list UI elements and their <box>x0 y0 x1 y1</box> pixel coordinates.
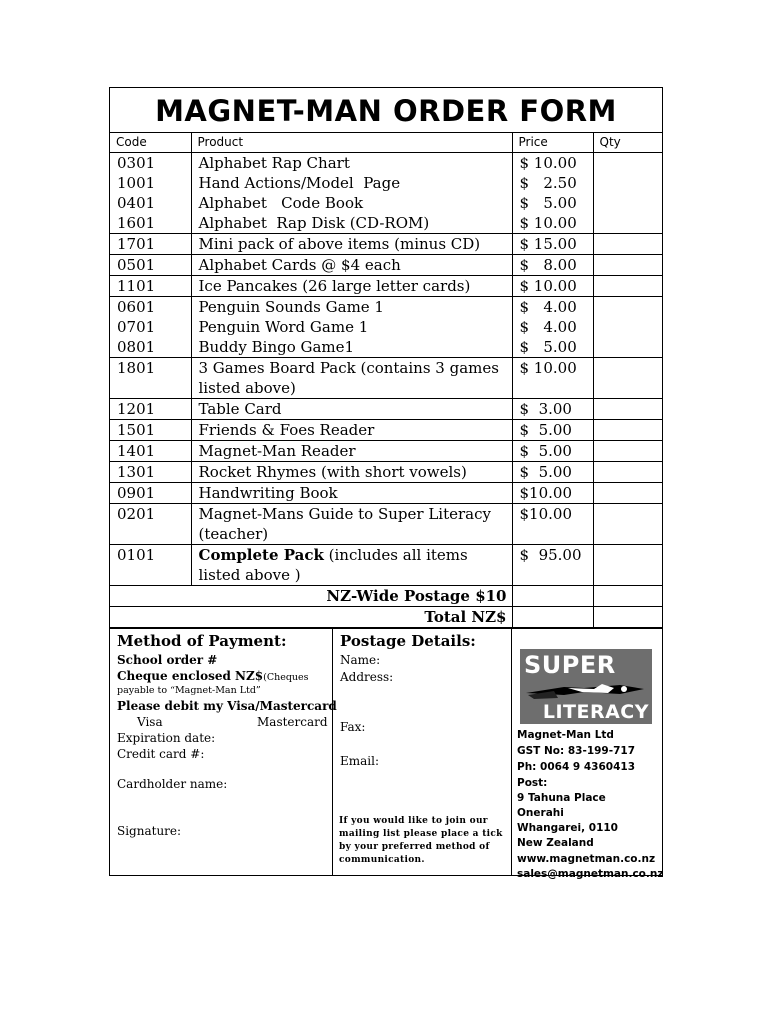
expiration-field[interactable]: Expiration date: <box>117 731 216 745</box>
credit-card-field[interactable]: Credit card #: <box>117 747 205 761</box>
items-table <box>110 133 662 628</box>
rocket-icon <box>524 679 648 701</box>
complete-pack-row: 0101 Complete Pack (includes all items listed above ) $ 95.00 <box>110 545 662 586</box>
total-row <box>110 607 662 628</box>
qty-cell[interactable] <box>593 420 662 441</box>
header-price: Price <box>512 133 593 153</box>
qty-cell[interactable] <box>593 255 662 276</box>
table-row: 0901 Handwriting Book $10.00 <box>110 483 662 504</box>
postage-heading: Postage Details: <box>340 632 476 650</box>
company-info <box>512 629 664 880</box>
total-value[interactable] <box>512 607 593 628</box>
price-cell: $ 10.00 $ 2.50 $ 5.00 $ 10.00 <box>512 153 593 234</box>
table-row: 0201 Magnet-Mans Guide to Super Literacy (teacher) $10.00 <box>110 504 662 545</box>
email-link[interactable]: sales@magnetman.co.nz <box>517 868 664 880</box>
qty-cell[interactable] <box>593 504 662 545</box>
qty-cell[interactable] <box>593 545 662 586</box>
qty-cell[interactable] <box>593 234 662 255</box>
table-row: 1101 Ice Pancakes (26 large letter cards) $ 10.00 <box>110 276 662 297</box>
street-address: 9 Tahuna Place <box>517 792 606 804</box>
method-heading: Method of Payment: <box>117 632 287 650</box>
cheque-field[interactable]: Cheque enclosed NZ$ <box>117 669 264 683</box>
gst-number: GST No: 83-199-717 <box>517 745 636 757</box>
address-field[interactable]: Address: <box>340 670 394 684</box>
header-product: Product <box>191 133 512 153</box>
signature-field[interactable]: Signature: <box>117 824 182 838</box>
country: New Zealand <box>517 837 594 849</box>
table-row: 1401 Magnet-Man Reader $ 5.00 <box>110 441 662 462</box>
price-cell: $ 4.00 $ 4.00 $ 5.00 <box>512 297 593 358</box>
table-row: 1501 Friends & Foes Reader $ 5.00 <box>110 420 662 441</box>
qty-cell[interactable] <box>593 276 662 297</box>
qty-cell[interactable] <box>593 297 662 358</box>
mailing-list-note: If you would like to join our mailing list please place a tick by your preferred method of communication. <box>339 816 503 865</box>
qty-cell[interactable] <box>593 483 662 504</box>
table-row <box>110 153 662 234</box>
header-code: Code <box>110 133 191 153</box>
fax-field[interactable]: Fax: <box>340 720 366 734</box>
order-form <box>109 87 664 880</box>
postage-qty <box>593 586 662 607</box>
name-field[interactable]: Name: <box>340 653 381 667</box>
complete-pack-name: Complete Pack <box>198 546 324 564</box>
table-row: 1201 Table Card $ 3.00 <box>110 399 662 420</box>
qty-cell[interactable] <box>593 399 662 420</box>
company-name: Magnet-Man Ltd <box>517 729 614 741</box>
header-qty: Qty <box>593 133 662 153</box>
complete-pack-desc: (includes all items listed above ) <box>198 546 468 584</box>
website-link[interactable]: www.magnetman.co.nz <box>517 853 656 865</box>
product-cell: Alphabet Rap Chart Hand Actions/Model Page Alphabet Code Book Alphabet Rap Disk (CD-ROM) <box>191 153 512 234</box>
super-literacy-logo <box>520 649 652 724</box>
method-of-payment: Method of Payment: School order # Cheque enclosed NZ$(Cheques payable to “Magnet-Man Ltd” Please debit my Visa/Mastercard Visa Mastercard Expiration date: Credit card #: Cardholder name: Signature: <box>110 629 333 875</box>
logo-word-super: SUPER <box>524 651 616 679</box>
phone-number: Ph: 0064 9 4360413 <box>517 761 636 773</box>
total-label: Total NZ$ <box>110 607 512 628</box>
table-row: 1801 3 Games Board Pack (contains 3 games listed above) $ 10.00 <box>110 358 662 399</box>
table-row: 1701 Mini pack of above items (minus CD) $ 15.00 <box>110 234 662 255</box>
table-row: 0501 Alphabet Cards @ $4 each $ 8.00 <box>110 255 662 276</box>
postage-row <box>110 586 662 607</box>
logo-word-literacy: LITERACY <box>542 701 649 723</box>
table-row: 1301 Rocket Rhymes (with short vowels) $ 5.00 <box>110 462 662 483</box>
school-order-field[interactable]: School order # <box>117 653 218 667</box>
qty-cell[interactable] <box>593 358 662 399</box>
postage-label: NZ-Wide Postage $10 <box>110 586 512 607</box>
postage-details <box>333 629 512 875</box>
header-row <box>110 133 662 153</box>
code-cell: 0601 0701 0801 <box>110 297 191 358</box>
debit-label: Please debit my Visa/Mastercard <box>117 699 337 713</box>
product-cell: Penguin Sounds Game 1 Penguin Word Game 1 Buddy Bingo Game1 <box>191 297 512 358</box>
payment-section <box>110 628 664 880</box>
mastercard-option[interactable]: Mastercard <box>257 715 328 729</box>
suburb: Onerahi <box>517 807 564 819</box>
city-postcode: Whangarei, 0110 <box>517 822 618 834</box>
form-title: MAGNET-MAN ORDER FORM <box>110 88 662 133</box>
qty-cell[interactable] <box>593 153 662 234</box>
total-qty <box>593 607 662 628</box>
code-cell: 0301 1001 0401 1601 <box>110 153 191 234</box>
email-field[interactable]: Email: <box>340 754 380 768</box>
visa-option[interactable]: Visa <box>137 715 163 729</box>
cardholder-field[interactable]: Cardholder name: <box>117 777 228 791</box>
postage-value[interactable] <box>512 586 593 607</box>
table-row <box>110 297 662 358</box>
post-label: Post: <box>517 777 548 789</box>
qty-cell[interactable] <box>593 462 662 483</box>
qty-cell[interactable] <box>593 441 662 462</box>
